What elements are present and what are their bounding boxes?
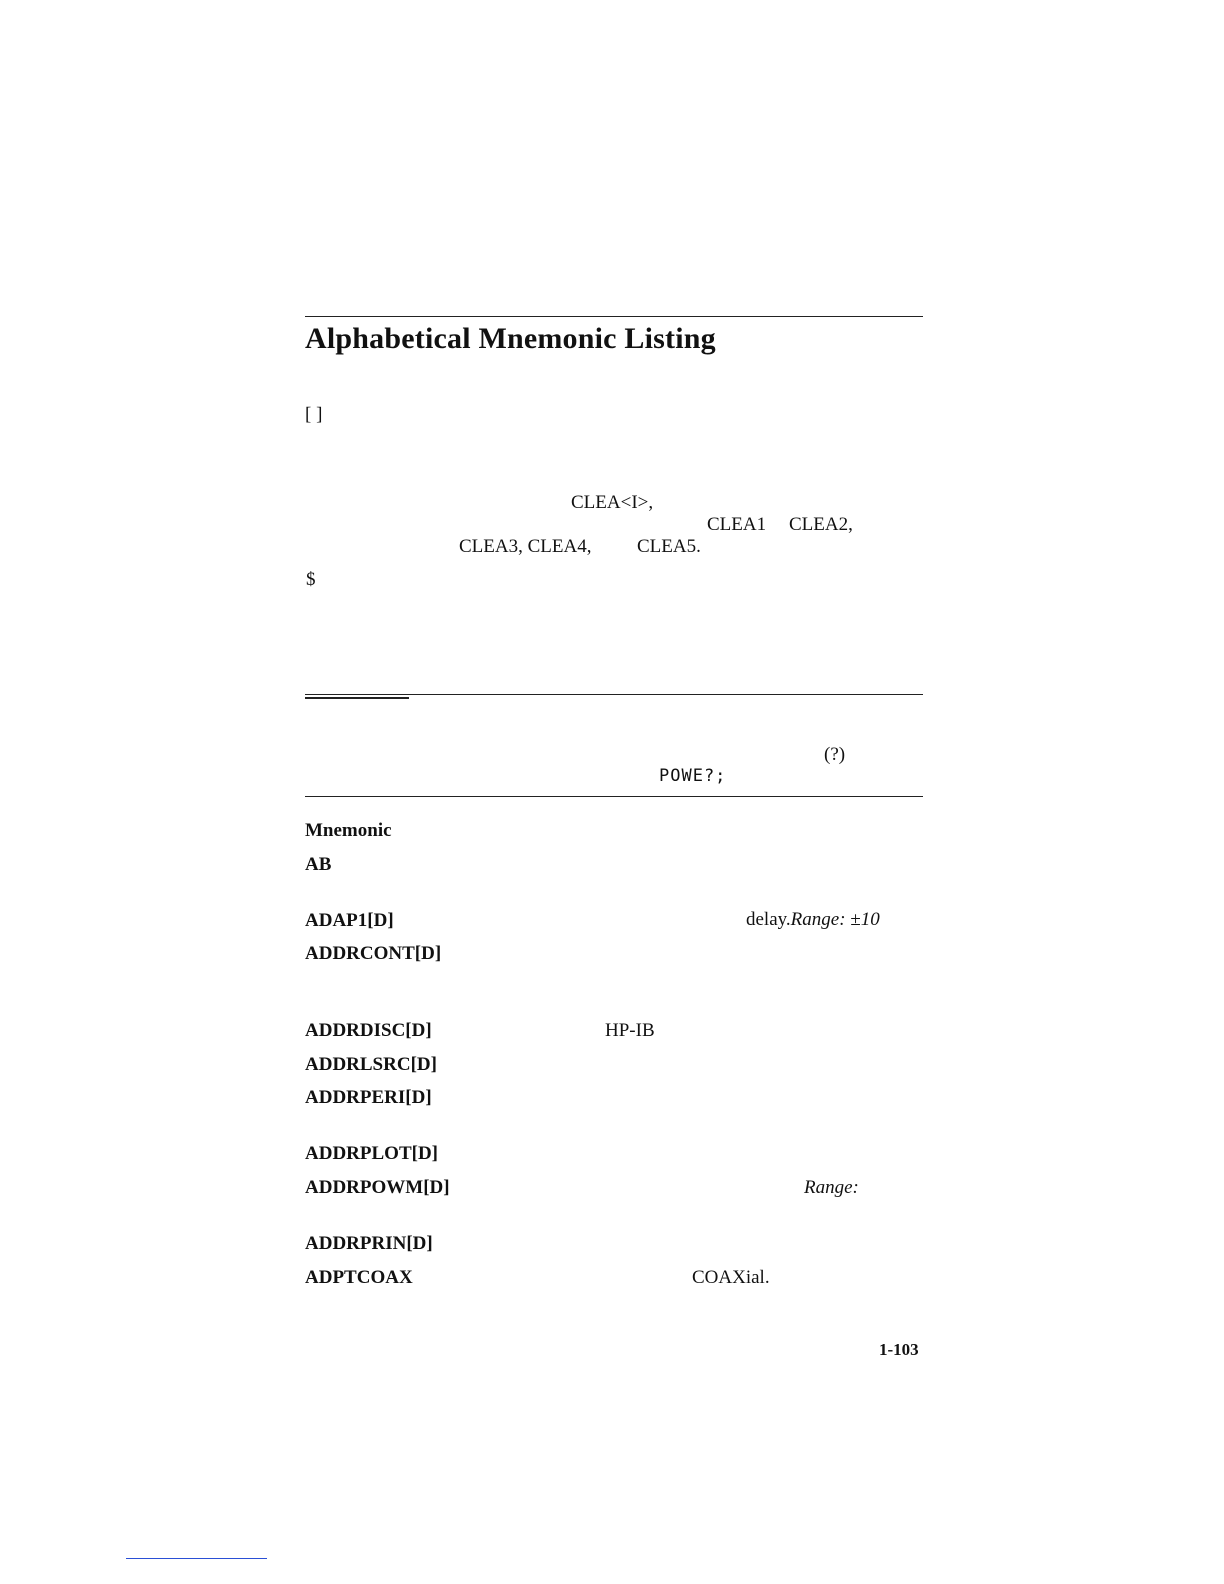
mnemonic-addrcont: ADDRCONT[D] xyxy=(305,943,442,964)
adptcoax-description: COAXial. xyxy=(692,1267,770,1288)
mnemonic-addrpowm: ADDRPOWM[D] xyxy=(305,1177,450,1198)
mnemonic-addrdisc: ADDRDISC[D] xyxy=(305,1020,432,1041)
clea3-4-text: CLEA3, CLEA4, xyxy=(459,536,592,557)
mnemonic-addrlsrc: ADDRLSRC[D] xyxy=(305,1054,437,1075)
adap1-range-label: Range: xyxy=(790,909,846,930)
note-top-rule xyxy=(305,694,923,695)
addrpowm-range-label: Range: xyxy=(804,1177,859,1198)
mnemonic-addrperi: ADDRPERI[D] xyxy=(305,1087,432,1108)
mnemonic-addrplot: ADDRPLOT[D] xyxy=(305,1143,438,1164)
clea1-text: CLEA1 xyxy=(707,514,767,535)
page-number: 1-103 xyxy=(879,1340,919,1359)
clea2-text: CLEA2, xyxy=(789,514,853,535)
addrdisc-description: HP-IB xyxy=(605,1020,655,1041)
page-title: Alphabetical Mnemonic Listing xyxy=(305,322,716,355)
adap1-description xyxy=(746,909,880,931)
note-bottom-rule xyxy=(305,796,923,797)
footer-link-underline xyxy=(126,1558,267,1559)
title-top-rule xyxy=(305,316,923,317)
note-short-rule xyxy=(305,697,409,699)
clea5-text: CLEA5. xyxy=(637,536,701,557)
query-question-mark: (?) xyxy=(824,744,846,765)
mnemonic-addrprin: ADDRPRIN[D] xyxy=(305,1233,433,1254)
adap1-range-value: ±10 xyxy=(850,909,880,930)
dollar-symbol: $ xyxy=(306,569,316,590)
adap1-delay-text: delay. xyxy=(746,909,791,930)
brackets-symbol: [ ] xyxy=(305,404,323,425)
mnemonic-ab: AB xyxy=(305,854,332,875)
clea-generic-text: CLEA<I>, xyxy=(571,492,654,513)
query-example-command: POWE?; xyxy=(659,766,727,786)
table-header-mnemonic: Mnemonic xyxy=(305,820,392,841)
mnemonic-adptcoax: ADPTCOAX xyxy=(305,1267,413,1288)
mnemonic-adap1: ADAP1[D] xyxy=(305,910,394,931)
